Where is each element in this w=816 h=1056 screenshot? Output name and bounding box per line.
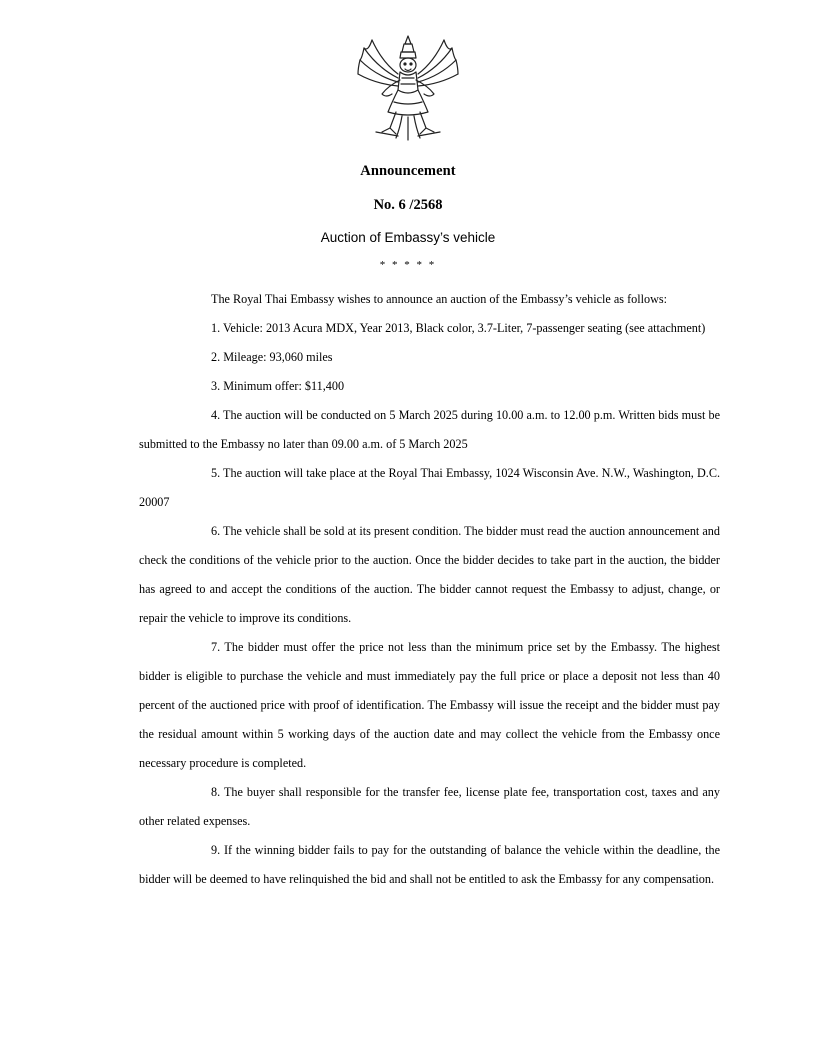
- announcement-subject: Auction of Embassy’s vehicle: [320, 230, 496, 245]
- announcement-number: No. 6 /2568: [373, 197, 443, 213]
- item-auction-location: 5. The auction will take place at the Royal Thai Embassy, 1024 Wisconsin Ave. N.W., Washington, D.C. 20007: [139, 466, 720, 509]
- item-bidder-offer: 7. The bidder must offer the price not less than the minimum price set by the Embassy. The highest bidder is eligible to purchase the vehicle and must immediately pay the full price or place a deposit not less than 40 percent of the auctioned price with proof of identification. The Embassy will issue the receipt and the bidder must pay the residual amount within 5 working days of the auction date and may collect the vehicle from the Embassy once necessary procedure is completed.: [139, 640, 720, 770]
- item-mileage: 2. Mileage: 93,060 miles: [211, 350, 333, 364]
- announcement-body: [139, 285, 720, 894]
- item-buyer-fees: 8. The buyer shall responsible for the transfer fee, license plate fee, transportation cost, taxes and any other related expenses.: [139, 785, 720, 828]
- item-minimum-offer: 3. Minimum offer: $11,400: [211, 379, 345, 393]
- separator-stars: * * * * *: [379, 259, 437, 271]
- garuda-emblem-icon: [352, 32, 464, 142]
- item-payment-failure: 9. If the winning bidder fails to pay for the outstanding of balance the vehicle within the deadline, the bidder will be deemed to have relinquished the bid and shall not be entitled to ask the Embassy for any compensation.: [139, 843, 720, 886]
- announcement-title: Announcement: [360, 163, 456, 179]
- item-auction-date: 4. The auction will be conducted on 5 March 2025 during 10.00 a.m. to 12.00 p.m. Written bids must be submitted to the Embassy no later than 09.00 a.m. of 5 March 2025: [139, 408, 720, 451]
- item-vehicle: 1. Vehicle: 2013 Acura MDX, Year 2013, Black color, 3.7-Liter, 7-passenger seating (see attachment): [211, 321, 706, 335]
- intro-paragraph: The Royal Thai Embassy wishes to announce an auction of the Embassy’s vehicle as follows:: [211, 292, 668, 306]
- item-vehicle-condition: 6. The vehicle shall be sold at its present condition. The bidder must read the auction announcement and check the conditions of the vehicle prior to the auction. Once the bidder decides to take part in the auction, the bidder has agreed to and accept the conditions of the auction. The bidder cannot request the Embassy to adjust, change, or repair the vehicle to improve its conditions.: [139, 524, 720, 625]
